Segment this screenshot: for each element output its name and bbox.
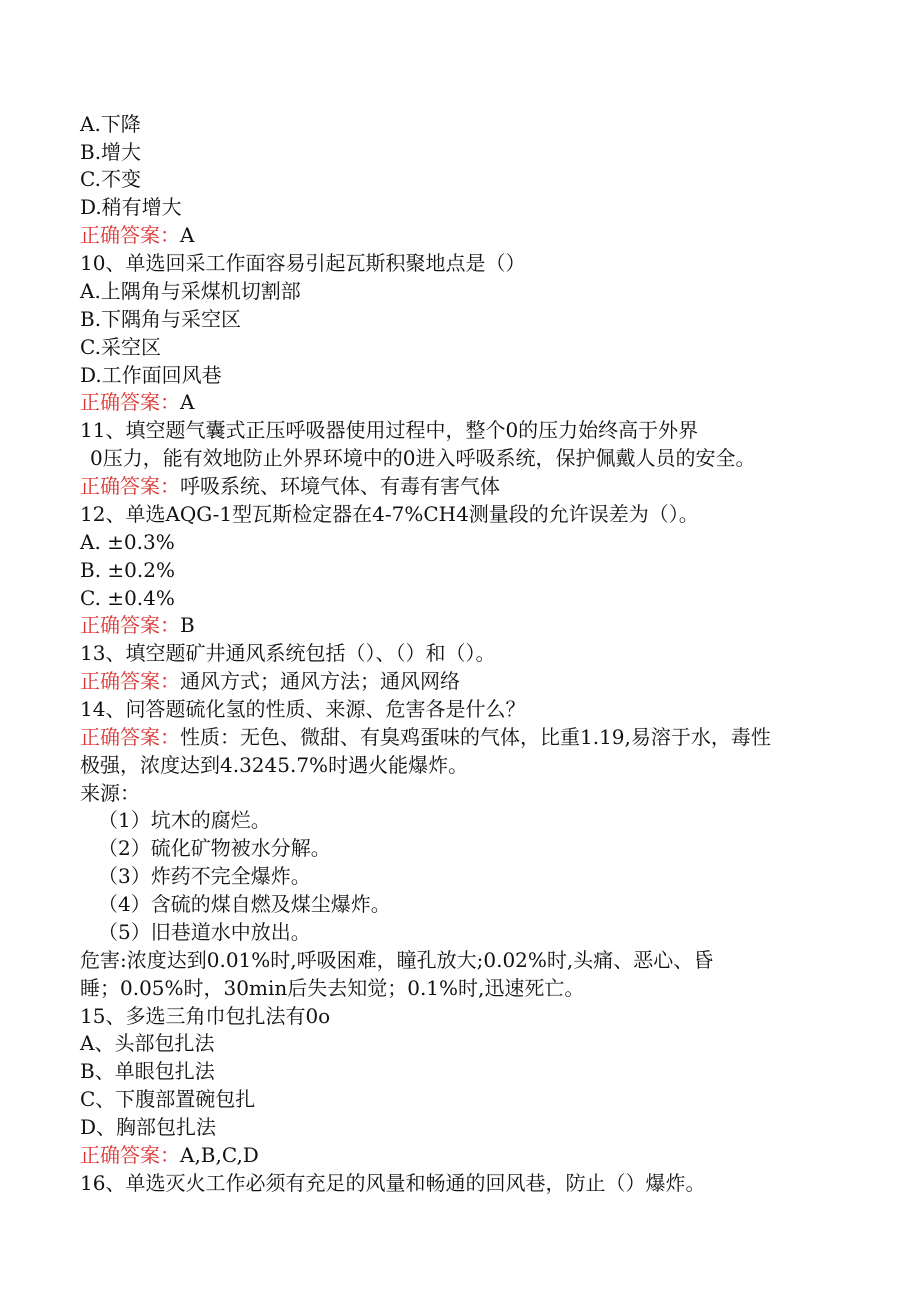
option-line: B.增大 — [80, 140, 142, 164]
answer-label: 正确答案： — [80, 223, 180, 247]
answer-value: 呼吸系统、环境气体、有毒有害气体 — [180, 474, 500, 498]
list-item: （3）炸药不完全爆炸。 — [98, 864, 311, 888]
option-line: C.采空区 — [80, 335, 161, 359]
question-line: 10、单选回采工作面容易引起瓦斯积聚地点是（） — [80, 251, 526, 275]
answer-value: A,B,C,D — [180, 1143, 259, 1167]
option-line: A. ±0.3% — [80, 530, 175, 554]
option-line: C.不变 — [80, 167, 141, 191]
question-line: 16、单选灭火工作必须有充足的风量和畅通的回风巷，防止（）爆炸。 — [80, 1171, 706, 1195]
body-line: 睡；0.05%时，30min后失去知觉；0.1%时,迅速死亡。 — [80, 976, 585, 1000]
option-line: C、下腹部置碗包扎 — [80, 1087, 256, 1111]
list-item: （5）旧巷道水中放出。 — [98, 920, 311, 944]
option-line: D、胸部包扎法 — [80, 1115, 217, 1139]
answer-label: 正确答案： — [80, 1143, 180, 1167]
answer-label: 正确答案： — [80, 390, 180, 414]
option-line: B.下隅角与采空区 — [80, 307, 242, 331]
answer-value: B — [180, 613, 195, 637]
list-item: （1）坑木的腐烂。 — [98, 808, 271, 832]
answer-line — [80, 612, 195, 638]
answer-line — [80, 389, 194, 415]
answer-line — [80, 668, 460, 694]
option-line: B. ±0.2% — [80, 558, 175, 582]
answer-label: 正确答案： — [80, 669, 180, 693]
body-line: 危害:浓度达到0.01%时,呼吸困难，瞳孔放大;0.02%时,头痛、恶心、昏 — [80, 948, 714, 972]
option-line: A、头部包扎法 — [80, 1031, 215, 1055]
option-line: B、单眼包扎法 — [80, 1059, 215, 1083]
answer-value: A — [180, 223, 195, 247]
answer-label: 正确答案： — [80, 474, 180, 498]
answer-line — [80, 1142, 259, 1168]
answer-line — [80, 724, 771, 750]
answer-value: A — [180, 390, 195, 414]
option-line: D.工作面回风巷 — [80, 363, 222, 387]
body-line: 极强，浓度达到4.3245.7%时遇火能爆炸。 — [80, 753, 469, 777]
answer-value: 性质：无色、微甜、有臭鸡蛋味的气体，比重1.19,易溶于水，毒性 — [180, 725, 771, 749]
option-line: D.稍有增大 — [80, 195, 182, 219]
question-line: 0压力，能有效地防止外界环境中的0进入呼吸系统，保护佩戴人员的安全。 — [90, 446, 756, 470]
option-line: A.下降 — [80, 112, 141, 136]
list-item: （2）硫化矿物被水分解。 — [98, 836, 331, 860]
question-line: 12、单选AQG-1型瓦斯检定器在4-7%CH4测量段的允许误差为（）。 — [80, 502, 699, 526]
option-line: A.上隅角与采煤机切割部 — [80, 279, 301, 303]
body-line: 来源： — [80, 781, 140, 805]
question-line: 13、填空题矿井通风系统包括（）、（）和（）。 — [80, 641, 496, 665]
question-line: 11、填空题气囊式正压呼吸器使用过程中，整个0的压力始终高于外界 — [80, 418, 699, 442]
answer-label: 正确答案： — [80, 725, 180, 749]
option-line: C. ±0.4% — [80, 586, 175, 610]
answer-line — [80, 473, 500, 499]
question-line: 15、多选三角巾包扎法有0o — [80, 1004, 331, 1028]
answer-label: 正确答案： — [80, 613, 180, 637]
list-item: （4）含硫的煤自燃及煤尘爆炸。 — [98, 892, 391, 916]
answer-line — [80, 222, 194, 248]
question-line: 14、问答题硫化氢的性质、来源、危害各是什么？ — [80, 697, 526, 721]
answer-value: 通风方式；通风方法；通风网络 — [180, 669, 460, 693]
